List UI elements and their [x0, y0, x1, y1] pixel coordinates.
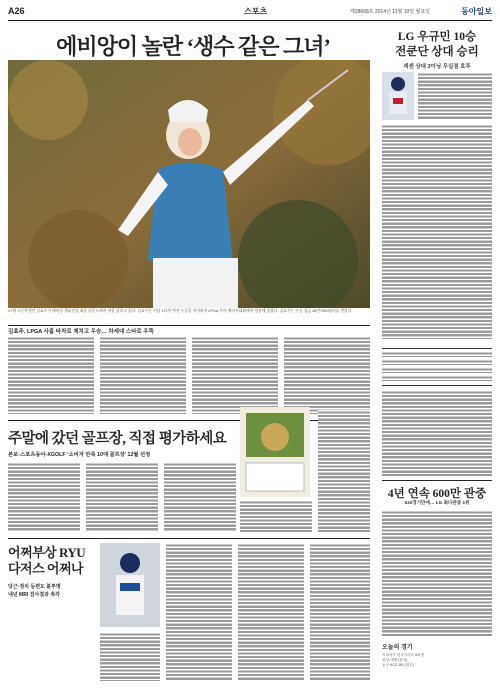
player-photo	[382, 72, 414, 120]
right-headline	[382, 30, 492, 60]
divider	[8, 325, 370, 326]
third-headline-text: 어쩌부상 RYU 다저스 어쩌나	[8, 545, 86, 576]
score-row	[382, 367, 492, 373]
today-game-line: 프로야구 한국시리즈 6차전	[382, 653, 425, 657]
main-byline: 김효주, LPGA 사흘 타차로 제치고 우승… 차세대 스타로 우뚝	[8, 329, 154, 335]
photo-caption: 17세 고등학생인 김효주가 에비앙 챔피언십 최종 라운드에서 샷을 날리고 있다. 김효주는 이날 1타차 역전 우승을 차지하며 LPGA 투어 메이저대회에서 정상에 올랐다. 김효주는 우승 상금 48만7500달러를 받았다.	[8, 309, 353, 313]
today-game-line: 농구 KCC-SK (전주)	[382, 663, 414, 667]
body-text-column	[100, 632, 160, 681]
body-text-column	[240, 500, 312, 532]
second-headline: 주말에 갔던 골프장, 직접 평가하세요	[8, 431, 227, 447]
scoreboard-table	[382, 348, 492, 386]
right-headline-text: LG 우규민 10승 전쿤단 상대 승리	[395, 31, 479, 58]
today-games-box	[382, 642, 492, 668]
third-subtitle	[8, 583, 90, 599]
main-headline: 에비앙이 놀란 ‘생수 같은 그녀’	[56, 34, 330, 59]
divider	[8, 420, 370, 421]
body-text-column	[382, 390, 492, 476]
body-text-column	[382, 510, 492, 636]
divider	[8, 538, 370, 539]
body-text-column	[418, 72, 492, 120]
body-text-column	[8, 462, 80, 532]
golf-course-photo	[240, 407, 310, 497]
fourth-headline: 4년 연속 600만 관중	[387, 488, 487, 500]
fourth-subtitle: 533경기만에… LG 최다관중 1위	[404, 500, 470, 505]
body-text-column	[86, 462, 158, 532]
body-text-column	[166, 543, 232, 681]
page-number: A26	[8, 6, 25, 16]
third-headline	[8, 545, 90, 577]
page-header	[8, 6, 492, 21]
body-text-column	[8, 336, 94, 414]
third-subtitle-text: 당근·정치 등편도 불투명 내년 MRI 검사결과 촉각	[8, 584, 61, 598]
divider	[382, 480, 492, 481]
pitcher-photo	[100, 543, 160, 627]
body-text-column	[238, 543, 304, 681]
issue-date: 제28668호 2014년 11월 10일 월요일	[350, 9, 430, 15]
body-text-column	[310, 543, 370, 681]
score-row	[382, 375, 492, 381]
today-games-title: 오늘의 경기	[382, 645, 413, 651]
second-subtitle: 본보-스포츠동아-XGOLF ‘소비자 만족 10대 골프장’ 12월 선정	[8, 452, 151, 458]
body-text-column	[164, 462, 236, 532]
body-text-column	[382, 124, 492, 339]
score-row	[382, 359, 492, 365]
right-subtitle: 넥센 상대 3이닝 무실점 호투	[403, 64, 471, 70]
body-text-column	[100, 336, 186, 414]
body-text-column	[192, 336, 278, 414]
main-photo	[8, 60, 370, 308]
body-text-column	[284, 336, 370, 414]
section-name: 스포츠	[244, 7, 268, 16]
today-game-line: 삼성-넥센 (잠실)	[382, 658, 408, 662]
body-text-column	[318, 410, 370, 532]
score-row	[382, 351, 492, 357]
newspaper-brand: 동아일보	[461, 7, 492, 16]
